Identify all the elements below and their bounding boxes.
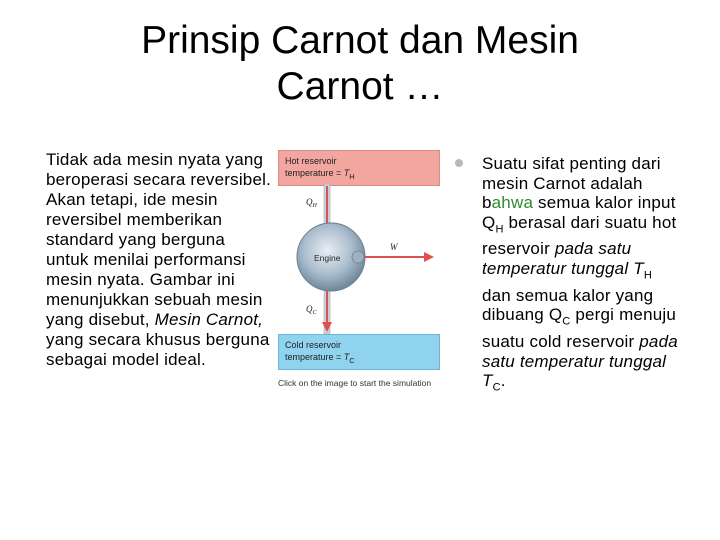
figure-caption: Click on the image to start the simulation bbox=[278, 378, 432, 388]
work-arrowhead bbox=[424, 252, 434, 262]
right-t2: semua kalor input Q bbox=[482, 193, 676, 232]
left-paragraph bbox=[46, 150, 271, 370]
right-it-t: T bbox=[633, 258, 644, 278]
carnot-engine-figure[interactable] bbox=[276, 146, 444, 398]
slide-title-line1: Prinsip Carnot dan Mesin bbox=[141, 19, 579, 62]
slide-title-line2: Carnot … bbox=[276, 65, 444, 108]
right-sub-c2: C bbox=[492, 381, 501, 394]
right-it2: pada satu temperatur tunggal T bbox=[482, 332, 678, 391]
qh-label: $Q_H$ bbox=[306, 197, 317, 209]
cold-temperature-label: temperature = $T_C$ bbox=[285, 352, 355, 365]
engine-diagram bbox=[276, 146, 444, 376]
cold-reservoir-label: Cold reservoir bbox=[285, 340, 342, 350]
qc-arrowhead bbox=[322, 322, 332, 332]
hot-reservoir-label: Hot reservoir bbox=[285, 156, 337, 166]
engine-shaft bbox=[352, 251, 364, 263]
left-text-italic: Mesin Carnot, bbox=[154, 310, 264, 329]
left-text-part1: Tidak ada mesin nyata yang beroperasi secara reversibel. Akan tetapi, ide mesin reversibel memberikan standard yang berguna untuk menilai performansi mesin nyata. Gambar ini menunjukkan sebuah mesin yang disebut, bbox=[46, 150, 272, 329]
work-label: W bbox=[390, 242, 398, 252]
right-t7: . bbox=[500, 371, 506, 391]
right-it1: pada satu temperatur tunggal bbox=[482, 239, 632, 278]
left-text-part2: yang secara khusus berguna sebagai model ideal. bbox=[46, 330, 270, 369]
bullet-dot bbox=[455, 159, 463, 167]
right-t6: pergi menuju suatu cold reservoir bbox=[482, 305, 677, 352]
right-t1: Suatu sifat penting dari mesin Carnot adalah b bbox=[482, 154, 661, 212]
right-sub-h2: H bbox=[643, 269, 652, 282]
right-t3: berasal dari suatu hot reservoir bbox=[482, 212, 677, 259]
hot-temperature-label: temperature = $T_H$ bbox=[285, 168, 355, 181]
qc-label: $Q_C$ bbox=[306, 304, 317, 316]
right-green: ahwa bbox=[491, 193, 534, 212]
right-sub-h: H bbox=[495, 222, 504, 235]
right-sub-c: C bbox=[562, 315, 571, 328]
engine-label: Engine bbox=[314, 253, 341, 263]
slide-title bbox=[0, 18, 720, 110]
right-t5: dan semua kalor yang dibuang Q bbox=[482, 285, 654, 325]
right-paragraph bbox=[482, 154, 682, 398]
